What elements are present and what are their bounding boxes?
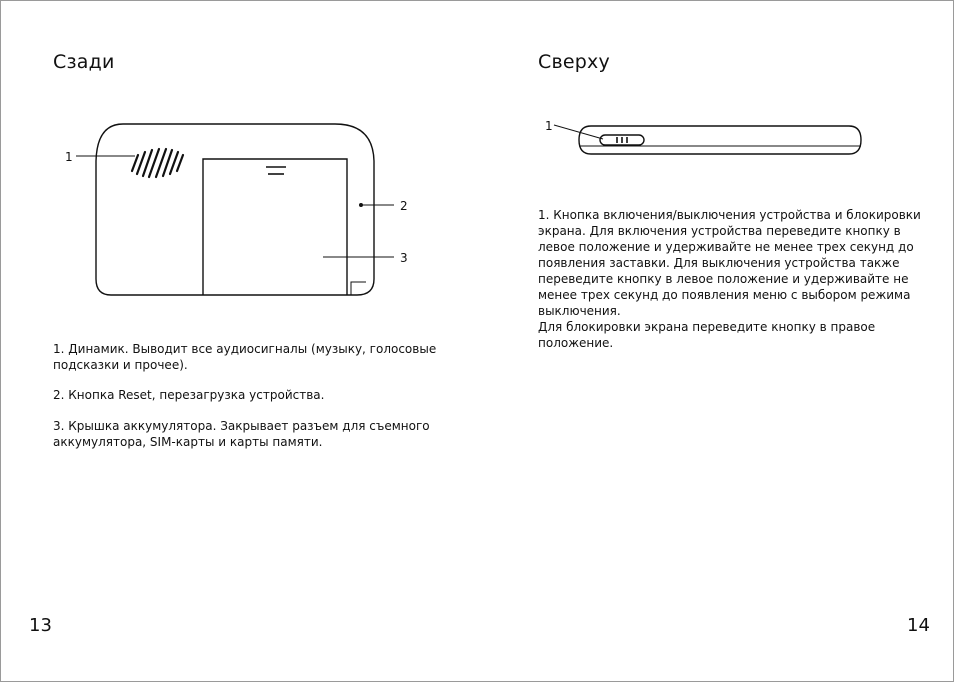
callout-1: 1 (65, 150, 73, 164)
callout-1-top: 1 (545, 119, 553, 133)
left-page-number: 13 (29, 615, 52, 636)
left-page-heading: Сзади (53, 51, 115, 73)
device-body-outline (96, 124, 374, 295)
reset-button-dot (359, 203, 363, 207)
power-button-description: 1. Кнопка включения/выключения устройства и блокировки экрана. Для включения устройства переведите кнопку в левое положение и удерживайте не менее трех секунд до появления заставки. Для выключения устройства также переведите кнопку в левое положение и удерживайте не менее трех секунд до появления меню с выбором режима выключения. Для блокировки экрана переведите кнопку в правое положение. (538, 208, 921, 350)
speaker-grille (132, 149, 183, 177)
cover-corner-notch (351, 282, 366, 295)
right-page-heading: Сверху (538, 51, 610, 73)
right-page-number: 14 (907, 615, 930, 636)
callout-2: 2 (400, 199, 408, 213)
device-back-illustration (61, 119, 421, 304)
device-top-illustration (539, 113, 869, 161)
callout-3: 3 (400, 251, 408, 265)
item-speaker-description: 1. Динамик. Выводит все аудиосигналы (музыку, голосовые подсказки и прочее). (53, 342, 437, 372)
battery-cover (203, 159, 347, 295)
item-reset-description: 2. Кнопка Reset, перезагрузка устройства. (53, 388, 325, 402)
item-battery-cover-description: 3. Крышка аккумулятора. Закрывает разъем для съемного аккумулятора, SIM-карты и карты памяти. (53, 419, 430, 449)
